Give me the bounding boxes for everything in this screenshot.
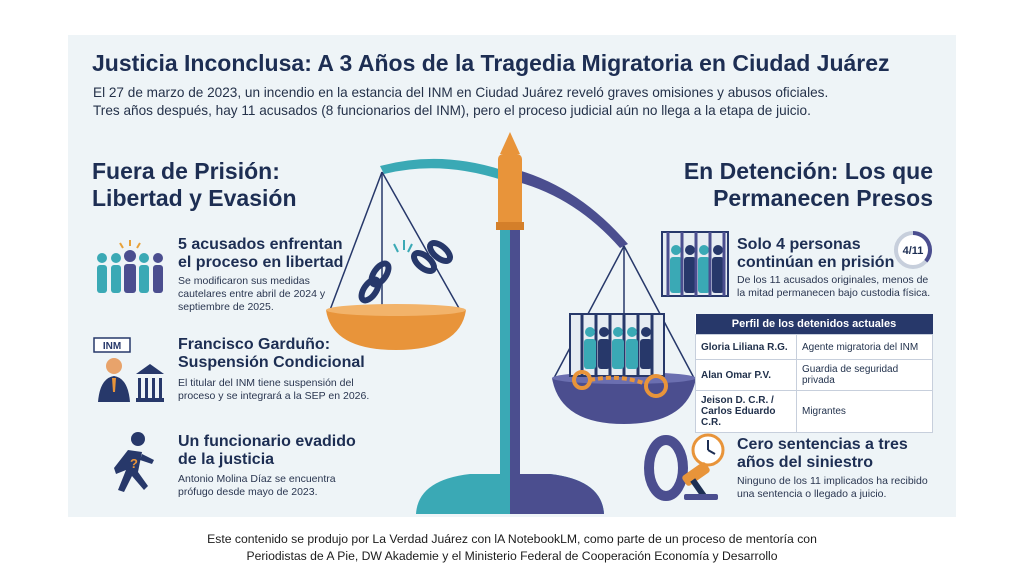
scales-of-justice-icon bbox=[320, 128, 700, 520]
right-title-line-1: En Detención: Los que bbox=[683, 158, 933, 184]
intro-line-1: El 27 de marzo de 2023, un incendio en la estancia del INM en Ciudad Juárez reveló graves omisiones y abusos oficiales. bbox=[93, 85, 829, 100]
left-item-1-text-line: cautelares entre abril de 2024 y bbox=[178, 288, 326, 300]
detainee-name: Gloria Liliana R.G. bbox=[696, 335, 797, 360]
table-row bbox=[696, 360, 933, 391]
detainee-role: Agente migratoria del INM bbox=[797, 335, 933, 360]
left-item-1-title-line: 5 acusados enfrentan bbox=[178, 236, 343, 253]
right-item-2-title-line: Cero sentencias a tres bbox=[737, 436, 908, 453]
detainee-name-line: Carlos Eduardo C.R. bbox=[701, 406, 776, 428]
ratio-badge-text: 4/11 bbox=[902, 245, 924, 257]
table-row bbox=[696, 391, 933, 433]
group-of-people-icon bbox=[92, 238, 168, 296]
svg-text:?: ? bbox=[130, 456, 138, 471]
right-item-2-title-line: años del siniestro bbox=[737, 454, 874, 471]
infographic-title: Justicia Inconclusa: A 3 Años de la Tragedia Migratoria en Ciudad Juárez bbox=[92, 50, 890, 76]
detainee-name-line: Jeison D. C.R. / bbox=[701, 395, 774, 406]
intro-line-2: Tres años después, hay 11 acusados (8 funcionarios del INM), pero el proceso judicial aún no llega a la etapa de juicio. bbox=[93, 103, 811, 118]
left-title-line-1: Fuera de Prisión: bbox=[92, 158, 280, 184]
right-item-1-text bbox=[737, 274, 947, 300]
right-item-1-title-line: Solo 4 personas bbox=[737, 236, 861, 253]
table-row bbox=[696, 335, 933, 360]
jail-cell-icon bbox=[660, 230, 730, 298]
right-item-2-title bbox=[737, 436, 937, 472]
left-item-1-text-line: Se modificaron sus medidas bbox=[178, 275, 310, 287]
detainee-role: Guardia de seguridad privada bbox=[797, 360, 933, 391]
running-fugitive-icon bbox=[98, 430, 162, 500]
left-item-3-title-line: Un funcionario evadido bbox=[178, 433, 356, 450]
official-building-icon bbox=[92, 336, 168, 404]
left-item-2-title-line: Francisco Garduño: bbox=[178, 336, 331, 353]
left-item-2-title-line: Suspensión Condicional bbox=[178, 354, 365, 371]
left-item-3-text-line: prófugo desde mayo de 2023. bbox=[178, 486, 318, 498]
right-item-1-title bbox=[737, 236, 897, 272]
table-header: Perfil de los detenidos actuales bbox=[696, 314, 933, 335]
right-item-2-text-line: una sentencia o llegado a juicio. bbox=[737, 488, 887, 500]
left-item-1-title-line: el proceso en libertad bbox=[178, 254, 344, 271]
right-section-title bbox=[650, 158, 933, 212]
right-item-1-title-line: continúan en prisión bbox=[737, 254, 895, 271]
right-item-1-text-line: la mitad permanecen bajo custodia física. bbox=[737, 287, 931, 299]
right-item-2-text bbox=[737, 475, 947, 501]
detainee-name: Alan Omar P.V. bbox=[696, 360, 797, 391]
left-item-3-text-line: Antonio Molina Díaz se encuentra bbox=[178, 473, 336, 485]
zero-gavel-clock-icon bbox=[644, 430, 732, 502]
left-item-3-title-line: de la justicia bbox=[178, 451, 275, 468]
detainees-table bbox=[695, 314, 933, 433]
right-item-1-text-line: De los 11 acusados originales, menos de bbox=[737, 274, 929, 286]
footer-credit-line-1: Este contenido se produjo por La Verdad Juárez con lA NotebookLM, como parte de un proceso de mentoría con bbox=[207, 532, 817, 546]
right-item-2-text-line: Ninguno de los 11 implicados ha recibido bbox=[737, 475, 928, 487]
detainee-name bbox=[696, 391, 797, 433]
ratio-badge bbox=[893, 230, 933, 270]
left-item-2-text-line: proceso y se integrará a la SEP en 2026. bbox=[178, 390, 370, 402]
inm-logo-text: INM bbox=[102, 341, 122, 352]
footer-credit-line-2: Periodistas de A Pie, DW Akademie y el Ministerio Federal de Cooperación Economía y Desarrollo bbox=[246, 549, 778, 563]
left-item-2-text-line: El titular del INM tiene suspensión del bbox=[178, 377, 354, 389]
detainee-role: Migrantes bbox=[797, 391, 933, 433]
left-item-1-text-line: septiembre de 2025. bbox=[178, 301, 274, 313]
right-title-line-2: Permanecen Presos bbox=[713, 185, 933, 211]
left-title-line-2: Libertad y Evasión bbox=[92, 185, 297, 211]
